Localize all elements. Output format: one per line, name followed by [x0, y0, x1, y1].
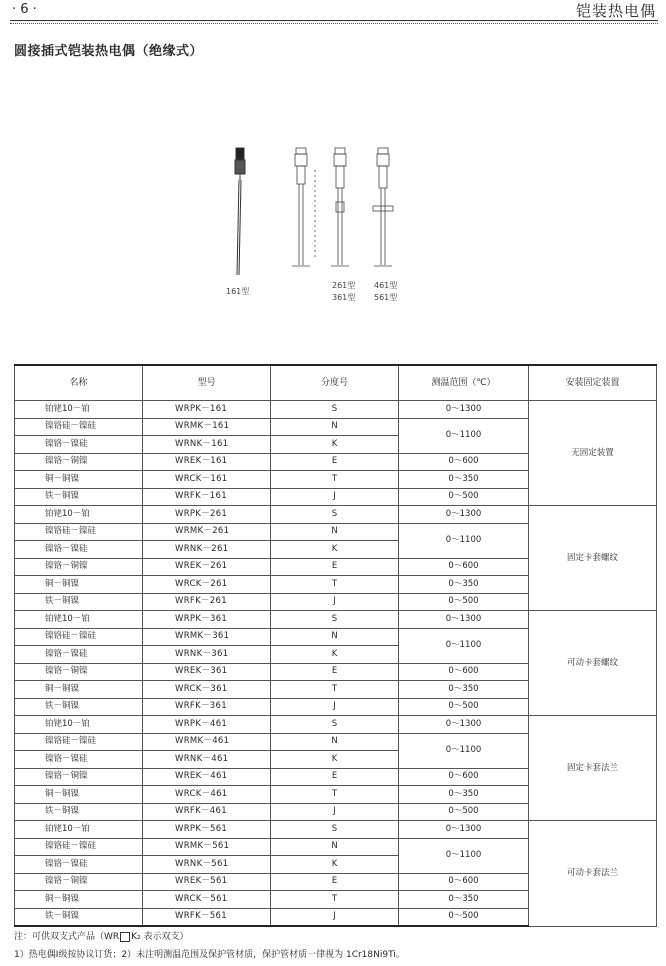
cell-range: 0～350 — [399, 681, 529, 699]
cell-index: S — [271, 506, 399, 524]
cell-model: WRPK－261 — [143, 506, 271, 524]
cell-index: K — [271, 436, 399, 454]
cell-mount: 无固定装置 — [529, 401, 657, 506]
cell-range: 0～1300 — [399, 506, 529, 524]
cell-range: 0～1100 — [399, 628, 529, 663]
cell-range: 0～1300 — [399, 821, 529, 839]
note-prefix: 注：可供双支式产品（WR — [14, 932, 120, 942]
thermocouple-figure — [220, 140, 420, 320]
cell-model: WRFK－361 — [143, 698, 271, 716]
cell-name: 镍铬－铜镍 — [15, 663, 143, 681]
cell-name: 铜－铜镍 — [15, 891, 143, 909]
cell-name: 铂铑10－铂 — [15, 821, 143, 839]
cell-name: 镍铬硅－镍硅 — [15, 523, 143, 541]
cell-range: 0～500 — [399, 803, 529, 821]
cell-index: E — [271, 663, 399, 681]
header-model: 型号 — [143, 365, 271, 401]
cell-index: E — [271, 873, 399, 891]
cell-range: 0～600 — [399, 768, 529, 786]
cell-range: 0～1300 — [399, 716, 529, 734]
cell-name: 铜－铜镍 — [15, 576, 143, 594]
cell-index: T — [271, 786, 399, 804]
table-header-row — [15, 365, 657, 401]
placeholder-box-icon — [120, 932, 130, 942]
note-line-1 — [14, 928, 405, 946]
cell-index: S — [271, 716, 399, 734]
cell-index: T — [271, 471, 399, 489]
cell-model: WRFK－461 — [143, 803, 271, 821]
cell-index: S — [271, 401, 399, 419]
cell-index: S — [271, 821, 399, 839]
header-name: 名称 — [15, 365, 143, 401]
cell-name: 镍铬－铜镍 — [15, 768, 143, 786]
cell-range: 0～600 — [399, 453, 529, 471]
cell-model: WRNK－261 — [143, 541, 271, 559]
cell-name: 镍铬－铜镍 — [15, 453, 143, 471]
cell-model: WRCK－261 — [143, 576, 271, 594]
cell-range: 0～1100 — [399, 838, 529, 873]
cell-name: 铁－铜镍 — [15, 488, 143, 506]
cell-mount: 固定卡套法兰 — [529, 716, 657, 821]
page-number: · 6 · — [12, 2, 37, 17]
cell-mount: 可动卡套法兰 — [529, 821, 657, 927]
table-row — [15, 716, 657, 734]
cell-model: WRCK－361 — [143, 681, 271, 699]
cell-name: 镍铬硅－镍硅 — [15, 628, 143, 646]
notes — [14, 928, 405, 964]
cell-index: T — [271, 576, 399, 594]
cell-range: 0～600 — [399, 558, 529, 576]
cell-model: WRMK－461 — [143, 733, 271, 751]
cell-model: WRNK－161 — [143, 436, 271, 454]
cell-name: 镍铬硅－镍硅 — [15, 418, 143, 436]
model-461-drawing — [373, 148, 393, 266]
cell-range: 0～350 — [399, 471, 529, 489]
cell-name: 铂铑10－铂 — [15, 401, 143, 419]
cell-name: 镍铬硅－镍硅 — [15, 733, 143, 751]
cell-model: WRFK－261 — [143, 593, 271, 611]
cell-name: 镍铬－镍硅 — [15, 436, 143, 454]
cell-index: N — [271, 523, 399, 541]
cell-model: WRFK－161 — [143, 488, 271, 506]
header-dotted-rule — [10, 23, 658, 24]
cell-model: WRMK－561 — [143, 838, 271, 856]
note-line-2: 1）热电偶Ⅰ级按协议订货；2）未注明测温范围及保护管材质，保护管材质一律视为 1Cr18Ni9Ti。 — [14, 950, 405, 960]
cell-model: WRMK－361 — [143, 628, 271, 646]
cell-range: 0～350 — [399, 786, 529, 804]
cell-name: 铂铑10－铂 — [15, 611, 143, 629]
header-range: 测温范围（℃） — [399, 365, 529, 401]
cell-range: 0～350 — [399, 891, 529, 909]
figure-label-461: 461型 — [374, 281, 398, 290]
cell-name: 镍铬－镍硅 — [15, 856, 143, 874]
table-row — [15, 401, 657, 419]
cell-name: 铜－铜镍 — [15, 471, 143, 489]
cell-model: WRPK－461 — [143, 716, 271, 734]
cell-name: 镍铬－铜镍 — [15, 873, 143, 891]
cell-index: E — [271, 453, 399, 471]
cell-model: WRCK－561 — [143, 891, 271, 909]
cell-index: N — [271, 733, 399, 751]
cell-name: 镍铬硅－镍硅 — [15, 838, 143, 856]
cell-name: 铜－铜镍 — [15, 786, 143, 804]
cell-name: 铂铑10－铂 — [15, 716, 143, 734]
cell-model: WRCK－461 — [143, 786, 271, 804]
cell-range: 0～500 — [399, 593, 529, 611]
cell-model: WRNK－461 — [143, 751, 271, 769]
cell-range: 0～500 — [399, 488, 529, 506]
model-261-drawing — [292, 148, 349, 266]
cell-name: 铁－铜镍 — [15, 908, 143, 926]
cell-model: WRMK－161 — [143, 418, 271, 436]
cell-index: E — [271, 768, 399, 786]
cell-index: J — [271, 698, 399, 716]
figure-label-161: 161型 — [226, 287, 250, 296]
cell-mount: 可动卡套螺纹 — [529, 611, 657, 716]
cell-model: WREK－161 — [143, 453, 271, 471]
cell-model: WRNK－361 — [143, 646, 271, 664]
cell-range: 0～500 — [399, 698, 529, 716]
table-body — [15, 401, 657, 927]
cell-index: K — [271, 541, 399, 559]
cell-index: E — [271, 558, 399, 576]
section-title: 圆接插式铠装热电偶（绝缘式） — [14, 44, 204, 59]
cell-range: 0～1300 — [399, 611, 529, 629]
table-row — [15, 506, 657, 524]
cell-index: N — [271, 418, 399, 436]
cell-model: WRPK－361 — [143, 611, 271, 629]
cell-index: T — [271, 681, 399, 699]
cell-index: J — [271, 593, 399, 611]
model-161-drawing — [235, 148, 245, 275]
cell-name: 铂铑10－铂 — [15, 506, 143, 524]
cell-name: 铁－铜镍 — [15, 698, 143, 716]
figure-label-561: 561型 — [374, 293, 398, 302]
cell-index: K — [271, 856, 399, 874]
cell-model: WREK－261 — [143, 558, 271, 576]
header-index: 分度号 — [271, 365, 399, 401]
cell-model: WRFK－561 — [143, 908, 271, 926]
cell-index: K — [271, 646, 399, 664]
header-rule — [10, 20, 658, 21]
cell-mount: 固定卡套螺纹 — [529, 506, 657, 611]
cell-index: J — [271, 803, 399, 821]
figure-label-361: 361型 — [332, 293, 356, 302]
cell-model: WRMK－261 — [143, 523, 271, 541]
cell-index: J — [271, 908, 399, 926]
cell-index: N — [271, 628, 399, 646]
cell-model: WRPK－561 — [143, 821, 271, 839]
cell-index: K — [271, 751, 399, 769]
cell-name: 铁－铜镍 — [15, 593, 143, 611]
table-row — [15, 611, 657, 629]
cell-model: WRPK－161 — [143, 401, 271, 419]
cell-index: S — [271, 611, 399, 629]
cell-model: WREK－461 — [143, 768, 271, 786]
cell-range: 0～500 — [399, 908, 529, 926]
figure-label-261: 261型 — [332, 281, 356, 290]
cell-index: T — [271, 891, 399, 909]
cell-model: WRNK－561 — [143, 856, 271, 874]
cell-model: WREK－361 — [143, 663, 271, 681]
cell-range: 0～1100 — [399, 733, 529, 768]
cell-model: WRCK－161 — [143, 471, 271, 489]
note-suffix: K₂ 表示双支） — [131, 932, 189, 942]
cell-range: 0～1100 — [399, 523, 529, 558]
cell-range: 0～600 — [399, 873, 529, 891]
table-row — [15, 821, 657, 839]
cell-name: 镍铬－镍硅 — [15, 646, 143, 664]
spec-table — [14, 364, 657, 927]
running-title: 铠装热电偶 — [575, 2, 656, 20]
cell-range: 0～1100 — [399, 418, 529, 453]
cell-model: WREK－561 — [143, 873, 271, 891]
cell-range: 0～350 — [399, 576, 529, 594]
cell-name: 镍铬－铜镍 — [15, 558, 143, 576]
cell-range: 0～1300 — [399, 401, 529, 419]
cell-range: 0～600 — [399, 663, 529, 681]
cell-index: J — [271, 488, 399, 506]
cell-name: 铜－铜镍 — [15, 681, 143, 699]
cell-name: 镍铬－镍硅 — [15, 751, 143, 769]
header-mount: 安装固定装置 — [529, 365, 657, 401]
cell-name: 铁－铜镍 — [15, 803, 143, 821]
cell-index: N — [271, 838, 399, 856]
cell-name: 镍铬－镍硅 — [15, 541, 143, 559]
